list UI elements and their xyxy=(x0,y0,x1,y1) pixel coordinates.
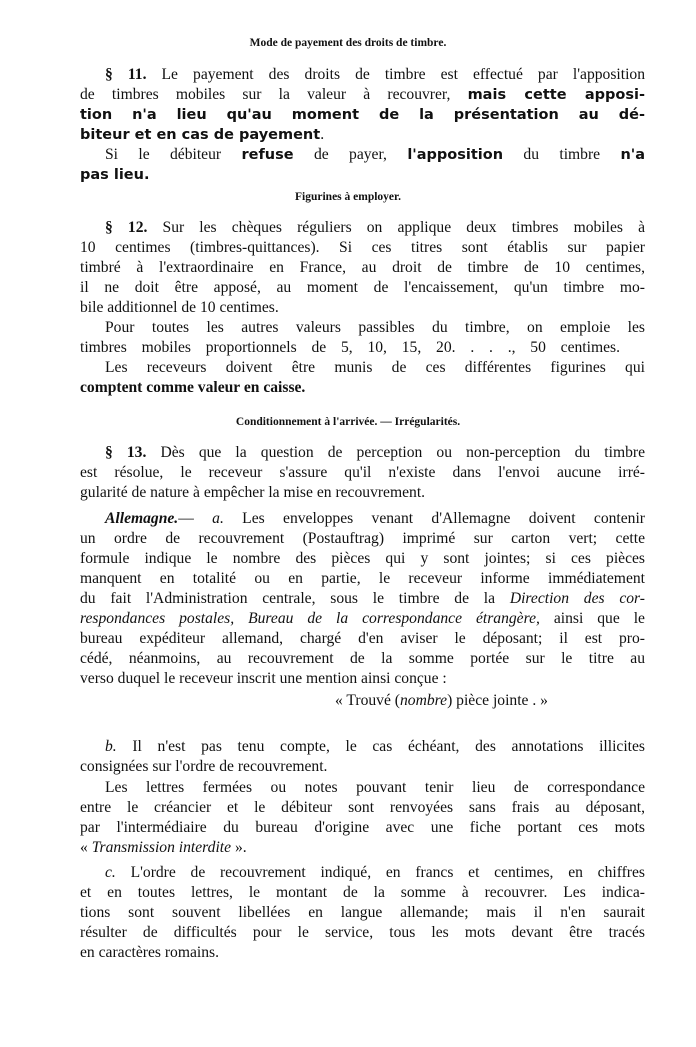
italic-span: respondances postales, Bureau de la correspondance étrangère, xyxy=(80,610,540,627)
item-b-line-2: consignées sur l'ordre de recouvrement. xyxy=(80,758,328,775)
allemagne-line-8: cédé, néanmoins, au recouvrement de la somme portée sur le titre au xyxy=(80,650,645,667)
item-c-line-4: résulter de difficultés pour le service, tous les mots devant être tracés xyxy=(80,924,645,941)
item-b-line-3: Les lettres fermées ou notes pouvant tenir lieu de correspondance xyxy=(105,779,645,796)
text-span: — xyxy=(178,510,213,527)
text-span: L'ordre de recouvrement indiqué, en francs et centimes, en chiffres xyxy=(115,864,645,881)
item-c-line-5: en caractères romains. xyxy=(80,944,219,961)
bold-span: mais cette apposi- xyxy=(467,87,645,103)
paragraph-13-line-1 xyxy=(105,444,645,462)
paragraph-11-line-2 xyxy=(80,86,645,104)
text-span: « Trouvé ( xyxy=(335,692,400,709)
allemagne-line-1 xyxy=(105,510,645,528)
italic-span: Direction des cor- xyxy=(509,590,645,607)
allemagne-line-2: un ordre de recouvrement (Postauftrag) imprimé sur carton vert; cette xyxy=(80,530,645,547)
section-number-13: § 13. xyxy=(105,444,147,461)
text-span: Le payement des droits de timbre est effectué par l'apposition xyxy=(146,66,646,83)
text-span: du timbre xyxy=(503,146,621,163)
paragraph-12-line-2: 10 centimes (timbres-quittances). Si ces titres sont établis sur papier xyxy=(80,239,645,256)
paragraph-12-line-7: timbres mobiles proportionnels de 5, 10, 15, 20. . . ., 50 centimes. xyxy=(80,339,620,356)
item-c-line-3: tions sont souvent libellées en langue allemande; mais il n'en saurait xyxy=(80,904,645,921)
allemagne-line-3: formule indique le nombre des pièces qui y sont jointes; si ces pièces xyxy=(80,550,645,567)
allemagne-mention xyxy=(335,692,548,710)
paragraph-11-line-4 xyxy=(80,126,324,144)
text-span: ». xyxy=(231,839,247,856)
bold-span: refuse xyxy=(241,147,294,163)
bold-span: n'a xyxy=(620,147,645,163)
paragraph-11-line-5 xyxy=(105,146,645,164)
item-b-line-1 xyxy=(105,738,645,756)
paragraph-12-line-6: Pour toutes les autres valeurs passibles du timbre, on emploie les xyxy=(105,319,645,336)
text-span: de payer, xyxy=(293,146,408,163)
text-span: du fait l'Administration centrale, sous le timbre de la xyxy=(80,590,510,607)
italic-span: Transmission interdite xyxy=(91,839,232,856)
item-c-line-2: et en toutes lettres, le montant de la somme à recouvrer. Les indica- xyxy=(80,884,645,901)
item-letter-a: a. xyxy=(212,510,224,527)
section-heading-figurines: Figurines à employer. xyxy=(295,191,401,203)
paragraph-12-line-5: bile additionnel de 10 centimes. xyxy=(80,299,279,316)
item-c-line-1 xyxy=(105,864,645,882)
paragraph-12-line-4: il ne doit être apposé, au moment de l'encaissement, qu'un timbre mo- xyxy=(80,279,645,296)
text-span: Si le débiteur xyxy=(105,146,242,163)
italic-span: nombre xyxy=(400,692,448,709)
paragraph-11-line-6: pas lieu. xyxy=(80,167,150,183)
text-span: ) pièce jointe . » xyxy=(447,692,548,709)
item-letter-b: b. xyxy=(105,738,117,755)
text-span: Il n'est pas tenu compte, le cas échéant, des annotations illicites xyxy=(116,738,645,755)
paragraph-13-line-3: gularité de nature à empêcher la mise en recouvrement. xyxy=(80,484,426,501)
bold-span: biteur et en cas de payement xyxy=(80,127,321,143)
paragraph-12-line-1 xyxy=(105,219,645,237)
text-span: Sur les chèques réguliers on applique deux timbres mobiles à xyxy=(147,219,645,236)
text-span: Dès que la question de perception ou non-perception du timbre xyxy=(146,444,645,461)
section-number-11: § 11. xyxy=(105,66,147,83)
paragraph-12-line-3: timbré à l'extraordinaire en France, au droit de timbre de 10 centimes, xyxy=(80,259,645,276)
item-b-line-4: entre le créancier et le débiteur sont renvoyées sans frais au déposant, xyxy=(80,799,645,816)
text-span: de timbres mobiles sur la valeur à recouvrer, xyxy=(80,86,468,103)
bold-span: l'apposition xyxy=(407,147,504,163)
paragraph-12-line-9: comptent comme valeur en caisse. xyxy=(80,379,306,396)
text-span: Les enveloppes venant d'Allemagne doivent contenir xyxy=(223,510,645,527)
item-b-line-5: par l'intermédiaire du bureau d'origine avec une fiche portant ces mots xyxy=(80,819,645,836)
text-span: . xyxy=(320,126,325,143)
allemagne-line-5 xyxy=(80,590,645,608)
allemagne-line-4: manquent en totalité ou en partie, le receveur informe immédiatement xyxy=(80,570,645,587)
paragraph-11-line-1 xyxy=(105,66,645,84)
item-b-line-6 xyxy=(80,839,247,857)
section-number-12: § 12. xyxy=(105,219,148,236)
paragraph-11-line-3: tion n'a lieu qu'au moment de la présentation au dé- xyxy=(80,107,645,123)
italic-span: Allemagne. xyxy=(105,510,179,527)
section-heading-conditionnement: Conditionnement à l'arrivée. — Irrégularités. xyxy=(235,416,461,428)
text-span: ainsi que le xyxy=(539,610,645,627)
allemagne-line-7: bureau expéditeur allemand, chargé d'en aviser le déposant; il est pro- xyxy=(80,630,645,647)
section-heading-payment: Mode de payement des droits de timbre. xyxy=(249,37,447,49)
item-letter-c: c. xyxy=(105,864,116,881)
paragraph-12-line-8: Les receveurs doivent être munis de ces différentes figurines qui xyxy=(105,359,645,376)
text-span: « xyxy=(80,839,92,856)
allemagne-line-9: verso duquel le receveur inscrit une mention ainsi conçue : xyxy=(80,670,447,687)
allemagne-line-6 xyxy=(80,610,645,628)
paragraph-13-line-2: est résolue, le receveur s'assure qu'il n'existe dans l'envoi aucune irré- xyxy=(80,464,645,481)
